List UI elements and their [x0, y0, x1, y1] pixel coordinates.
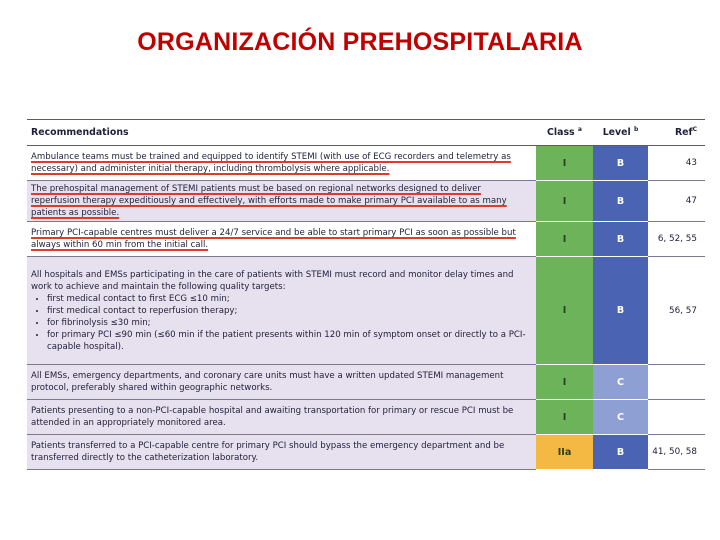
recommendation-text: Ambulance teams must be trained and equipped to identify STEMI (with use of ECG recorders and telemetry as necessary) and administer initial therapy, including thrombolysis where applicable. [27, 146, 536, 181]
recommendations-table [27, 119, 705, 470]
level-badge: B [593, 257, 648, 365]
class-badge: I [536, 400, 593, 435]
list-item: • first medical contact to reperfusion therapy; [47, 305, 532, 317]
level-badge: C [593, 365, 648, 400]
header-class-sup: a [577, 125, 582, 133]
quality-targets-list [31, 293, 532, 353]
table-row [27, 400, 705, 435]
table-row [27, 181, 705, 222]
recommendation-text: Patients transferred to a PCI-capable centre for primary PCI should bypass the emergency department and be transferred directly to the catheterization laboratory. [27, 435, 536, 470]
header-ref-sup: C [692, 125, 697, 133]
recommendation-intro: All hospitals and EMSs participating in the care of patients with STEMI must record and monitor delay times and work to achieve and maintain the following quality targets: [31, 269, 514, 292]
slide-title: ORGANIZACIÓN PREHOSPITALARIA [137, 28, 583, 56]
reference-cell: 6, 52, 55 [648, 222, 705, 257]
level-badge: C [593, 400, 648, 435]
table-row [27, 365, 705, 400]
list-item: • first medical contact to first ECG ≤10 min; [47, 293, 532, 305]
class-badge: I [536, 222, 593, 257]
class-badge: I [536, 257, 593, 365]
header-level-sup: b [633, 125, 639, 133]
header-class: Class $^a$ [536, 120, 593, 146]
reference-cell: 41, 50, 58 [648, 435, 705, 470]
class-badge: IIa [536, 435, 593, 470]
recommendation-text: All EMSs, emergency departments, and coronary care units must have a written updated STEMI management protocol, preferably shared within geographic networks. [27, 365, 536, 400]
list-item: • for fibrinolysis ≤30 min; [47, 317, 532, 329]
table-row [27, 257, 705, 365]
header-ref: Ref$^C$ [648, 120, 705, 146]
reference-cell: 56, 57 [648, 257, 705, 365]
recommendation-text [27, 257, 536, 365]
recommendation-text: Primary PCI-capable centres must deliver a 24/7 service and be able to start primary PCI as soon as possible but always within 60 min from the initial call. [27, 222, 536, 257]
table-row [27, 435, 705, 470]
level-badge: B [593, 146, 648, 181]
header-level: Level $^b$ [593, 120, 648, 146]
list-item: • for primary PCI ≤90 min (≤60 min if the patient presents within 120 min of symptom onset or directly to a PCI-capable hospital). [47, 329, 532, 353]
reference-cell: 47 [648, 181, 705, 222]
table-row [27, 222, 705, 257]
recommendation-text: The prehospital management of STEMI patients must be based on regional networks designed to deliver reperfusion therapy expeditiously and effectively, with efforts made to make primary PCI available to as many patients as possible. [27, 181, 536, 222]
reference-cell: 43 [648, 146, 705, 181]
reference-cell [648, 400, 705, 435]
class-badge: I [536, 365, 593, 400]
header-recommendations: Recommendations [27, 120, 536, 146]
recommendation-text: Patients presenting to a non-PCI-capable hospital and awaiting transportation for primary or rescue PCI must be attended in an appropriately monitored area. [27, 400, 536, 435]
table-row [27, 146, 705, 181]
level-badge: B [593, 222, 648, 257]
level-badge: B [593, 181, 648, 222]
level-badge: B [593, 435, 648, 470]
class-badge: I [536, 181, 593, 222]
class-badge: I [536, 146, 593, 181]
table-header-row [27, 120, 705, 146]
reference-cell [648, 365, 705, 400]
